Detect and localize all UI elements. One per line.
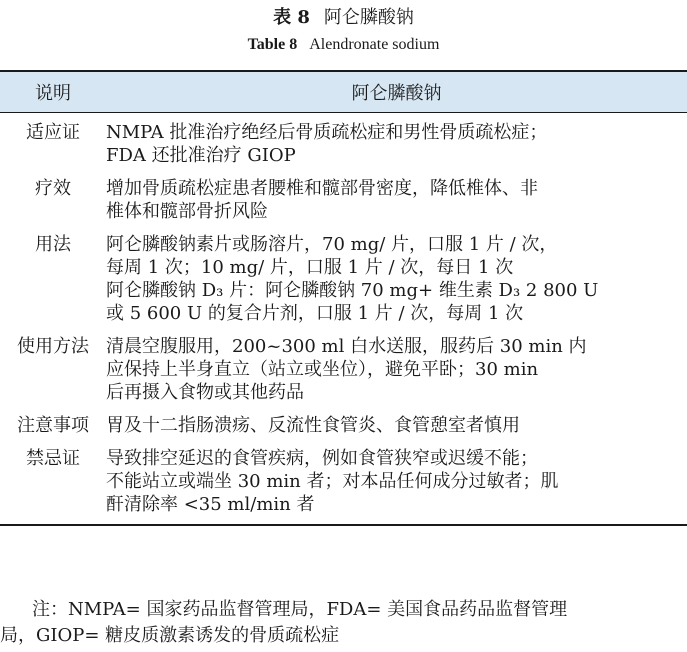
footnote-line: 注：NMPA= 国家药品监督管理局，FDA= 美国食品药品监督管理	[32, 599, 568, 620]
table-footnote	[0, 597, 687, 649]
table-row	[0, 335, 687, 404]
row-line: FDA 还批准治疗 GIOP	[106, 145, 296, 166]
row-line: 酐清除率 <35 ml/min 者	[106, 494, 315, 515]
row-line: 清晨空腹服用，200~300 ml 白水送服，服药后 30 min 内	[106, 336, 587, 357]
table-header-row	[0, 72, 687, 113]
table-title-en: Alendronate sodium	[309, 36, 440, 53]
table-row	[0, 414, 687, 437]
row-content	[106, 177, 687, 223]
row-line: 胃及十二指肠溃疡、反流性食管炎、食管憩室者慎用	[106, 415, 520, 436]
table-number-cn: 表 8	[273, 7, 310, 28]
row-line: 或 5 600 U 的复合片剂，口服 1 片 / 次，每周 1 次	[106, 303, 524, 324]
table-number-en: Table 8	[247, 36, 298, 53]
table-row	[0, 121, 687, 167]
table-row	[0, 233, 687, 325]
row-label: 使用方法	[17, 336, 89, 357]
row-line: 阿仑膦酸钠素片或肠溶片，70 mg/ 片，口服 1 片 / 次，	[106, 234, 558, 255]
row-label: 注意事项	[17, 415, 89, 436]
row-line: 每周 1 次；10 mg/ 片，口服 1 片 / 次，每日 1 次	[106, 257, 514, 278]
table-caption-cn	[0, 6, 687, 30]
header-cell-description: 说明	[35, 83, 71, 104]
footnote-line: 局，GIOP= 糖皮质激素诱发的骨质疏松症	[0, 625, 340, 646]
row-content	[106, 414, 687, 437]
row-line: 应保持上半身直立（站立或坐位），避免平卧；30 min	[106, 359, 539, 380]
header-cell-drug: 阿仑膦酸钠	[351, 83, 442, 104]
row-label: 用法	[35, 234, 71, 255]
row-line: 增加骨质疏松症患者腰椎和髋部骨密度，降低椎体、非	[106, 178, 538, 199]
row-line: 后再摄入食物或其他药品	[106, 382, 304, 403]
drug-table	[0, 70, 687, 526]
row-line: 阿仑膦酸钠 D₃ 片：阿仑膦酸钠 70 mg+ 维生素 D₃ 2 800 U	[106, 280, 599, 301]
row-content	[106, 447, 687, 516]
table-row	[0, 177, 687, 223]
row-content	[106, 335, 687, 404]
row-content	[106, 121, 687, 167]
row-label: 禁忌证	[26, 448, 80, 469]
table-caption-en	[0, 34, 687, 56]
row-line: 椎体和髋部骨折风险	[106, 201, 268, 222]
table-row	[0, 447, 687, 516]
row-label: 疗效	[35, 178, 71, 199]
row-content	[106, 233, 687, 325]
row-line: 不能站立或端坐 30 min 者；对本品任何成分过敏者；肌	[106, 471, 559, 492]
row-line: NMPA 批准治疗绝经后骨质疏松症和男性骨质疏松症；	[106, 122, 548, 143]
row-label: 适应证	[26, 122, 80, 143]
table-title-cn: 阿仑膦酸钠	[323, 7, 414, 28]
row-line: 导致排空延迟的食管疾病，例如食管狭窄或迟缓不能；	[106, 448, 538, 469]
